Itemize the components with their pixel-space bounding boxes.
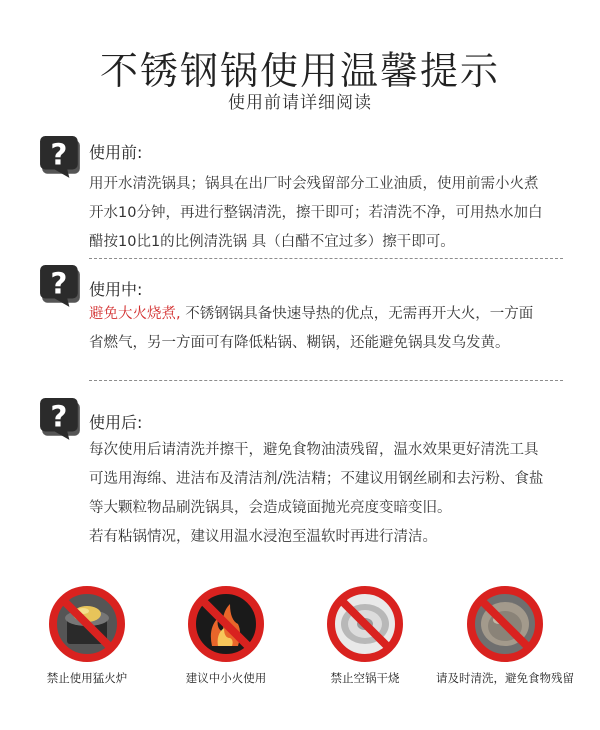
question-icon <box>40 265 82 309</box>
question-icon <box>40 398 82 442</box>
body-line-rest: 不锈钢锅具备快速导热的优点，无需再开大火，一方面 <box>180 306 534 322</box>
no-fierce-stove-icon <box>47 584 127 664</box>
warning-label: 请及时清洗，避免食物残留 <box>436 671 574 685</box>
section-heading-after-use: 使用后: <box>89 413 143 432</box>
section-body-before-use <box>89 170 569 257</box>
warning-item <box>151 584 301 686</box>
warning-item <box>12 584 162 686</box>
body-line: 醋按10比1的比例清洗锅 具（白醋不宜过多）擦干即可。 <box>89 234 455 250</box>
no-food-residue-icon <box>465 584 545 664</box>
warning-label: 建议中小火使用 <box>185 671 267 685</box>
section-heading-before-use: 使用前: <box>89 143 143 162</box>
warning-item <box>420 584 590 686</box>
body-line: 若有粘锅情况，建议用温水浸泡至温软时再进行清洁。 <box>89 529 437 545</box>
body-line: 省燃气，另一方面可有降低粘锅、糊锅，还能避免锅具发乌发黄。 <box>89 335 510 351</box>
body-line: 开水10分钟，再进行整锅清洗，擦干即可；若清洗不净，可用热水加白 <box>89 205 543 221</box>
body-line: 每次使用后请清洗并擦干，避免食物油渍残留，温水效果更好清洗工具 <box>89 442 539 458</box>
dashed-divider <box>89 380 563 381</box>
no-big-flame-icon <box>186 584 266 664</box>
warning-label: 禁止空锅干烧 <box>330 671 400 685</box>
question-icon <box>40 136 82 180</box>
no-empty-pot-burning-icon <box>325 584 405 664</box>
warning-item <box>290 584 440 686</box>
page-title: 不锈钢锅使用温馨提示 <box>99 49 500 93</box>
page-subtitle: 使用前请详细阅读 <box>228 93 372 113</box>
body-line: 可选用海绵、进洁布及清洁剂/洗洁精；不建议用钢丝刷和去污粉、食盐 <box>89 471 544 487</box>
warning-label: 禁止使用猛火炉 <box>46 671 128 685</box>
body-line: 等大颗粒物品刷洗锅具，会造成镜面抛光亮度变暗变旧。 <box>89 500 452 516</box>
section-body-during-use <box>89 300 569 358</box>
highlight-warning-text: 避免大火烧煮, <box>89 306 181 322</box>
dashed-divider <box>89 258 563 259</box>
section-body-after-use <box>89 436 569 552</box>
body-line: 用开水清洗锅具；锅具在出厂时会残留部分工业油质，使用前需小火煮 <box>89 176 539 192</box>
section-heading-during-use: 使用中: <box>89 280 143 299</box>
body-line <box>89 300 569 329</box>
